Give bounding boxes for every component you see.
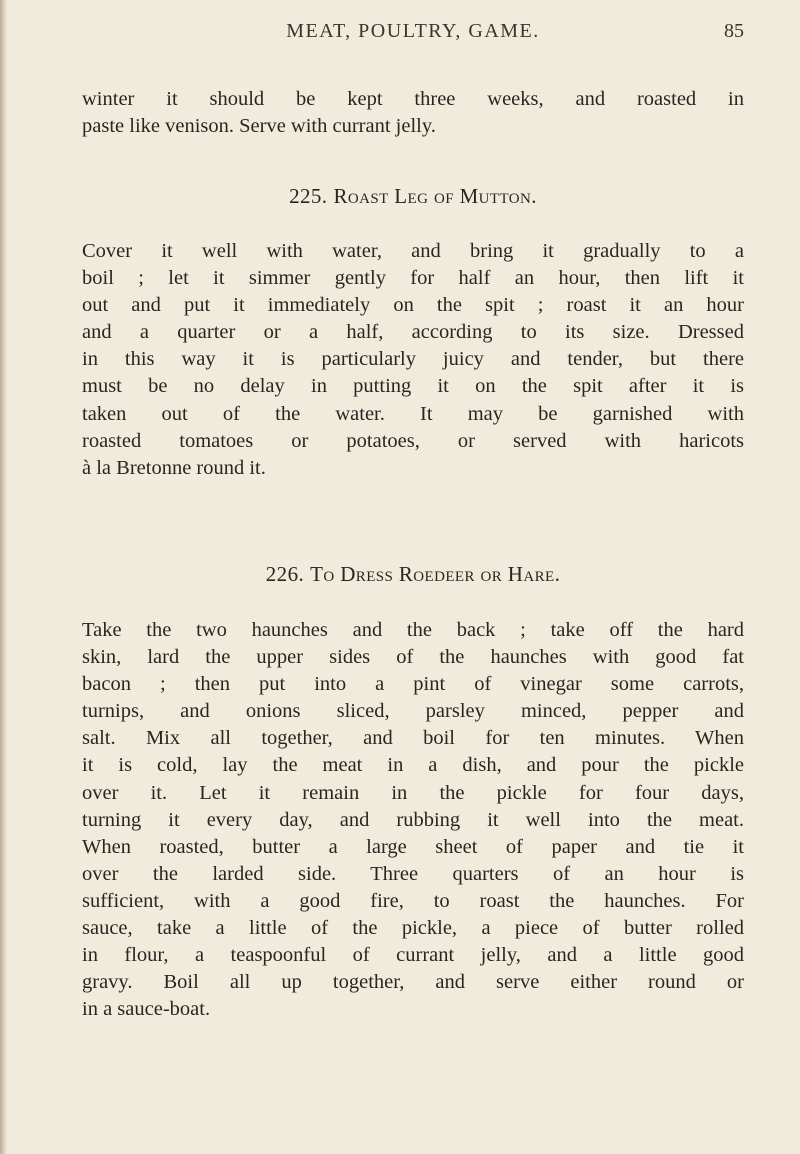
text-line: over it. Let it remain in the pickle for four days, [82,781,744,804]
text-line: and a quarter or a half, according to its size. Dressed [82,321,744,344]
text-line: boil ; let it simmer gently for half an hour, then lift it [82,267,744,290]
recipe-number: 225. [289,184,328,208]
text-line: in this way it is particularly juicy and tender, but there [82,348,744,371]
text-line: in a sauce-boat. [82,998,211,1021]
text-line: over the larded side. Three quarters of an hour is [82,862,744,885]
text-line: turning it every day, and rubbing it well into the meat. [82,808,744,831]
recipe-heading-225 [82,184,744,209]
text-line: bacon ; then put into a pint of vinegar some carrots, [82,673,744,696]
text-line: When roasted, butter a large sheet of paper and tie it [82,835,744,858]
text-line: skin, lard the upper sides of the haunches with good fat [82,646,744,669]
recipe-title: To Dress Roedeer or Hare. [310,562,561,586]
page-number: 85 [724,20,744,42]
running-head [82,20,744,50]
text-line: à la Bretonne round it. [82,456,266,479]
text-line: Take the two haunches and the back ; take off the hard [82,619,744,641]
text-line: turnips, and onions sliced, parsley minced, pepper and [82,700,744,723]
text-line: winter it should be kept three weeks, and roasted in [82,88,744,110]
text-line: sufficient, with a good fire, to roast the haunches. For [82,889,744,912]
text-line: salt. Mix all together, and boil for ten minutes. When [82,727,744,750]
recipe-body-226 [82,617,744,1023]
text-line: gravy. Boil all up together, and serve either round or [82,971,744,994]
recipe-heading-226 [82,562,744,587]
text-line: must be no delay in putting it on the spit after it is [82,375,744,398]
text-line: it is cold, lay the meat in a dish, and pour the pickle [82,754,744,777]
text-line: in flour, a teaspoonful of currant jelly, and a little good [82,944,744,967]
text-line: sauce, take a little of the pickle, a piece of butter rolled [82,917,744,940]
text-line: Cover it well with water, and bring it gradually to a [82,240,744,262]
text-line: out and put it immediately on the spit ; roast it an hour [82,294,744,317]
running-title: MEAT, POULTRY, GAME. [286,20,540,42]
text-line: roasted tomatoes or potatoes, or served with haricots [82,429,744,452]
intro-paragraph [82,86,744,140]
text-line: taken out of the water. It may be garnished with [82,402,744,425]
recipe-title: Roast Leg of Mutton. [333,184,537,208]
text-line: paste like venison. Serve with currant jelly. [82,115,436,138]
page-edge-shadow [0,0,7,1154]
recipe-body-225 [82,238,744,482]
recipe-number: 226. [265,562,305,586]
